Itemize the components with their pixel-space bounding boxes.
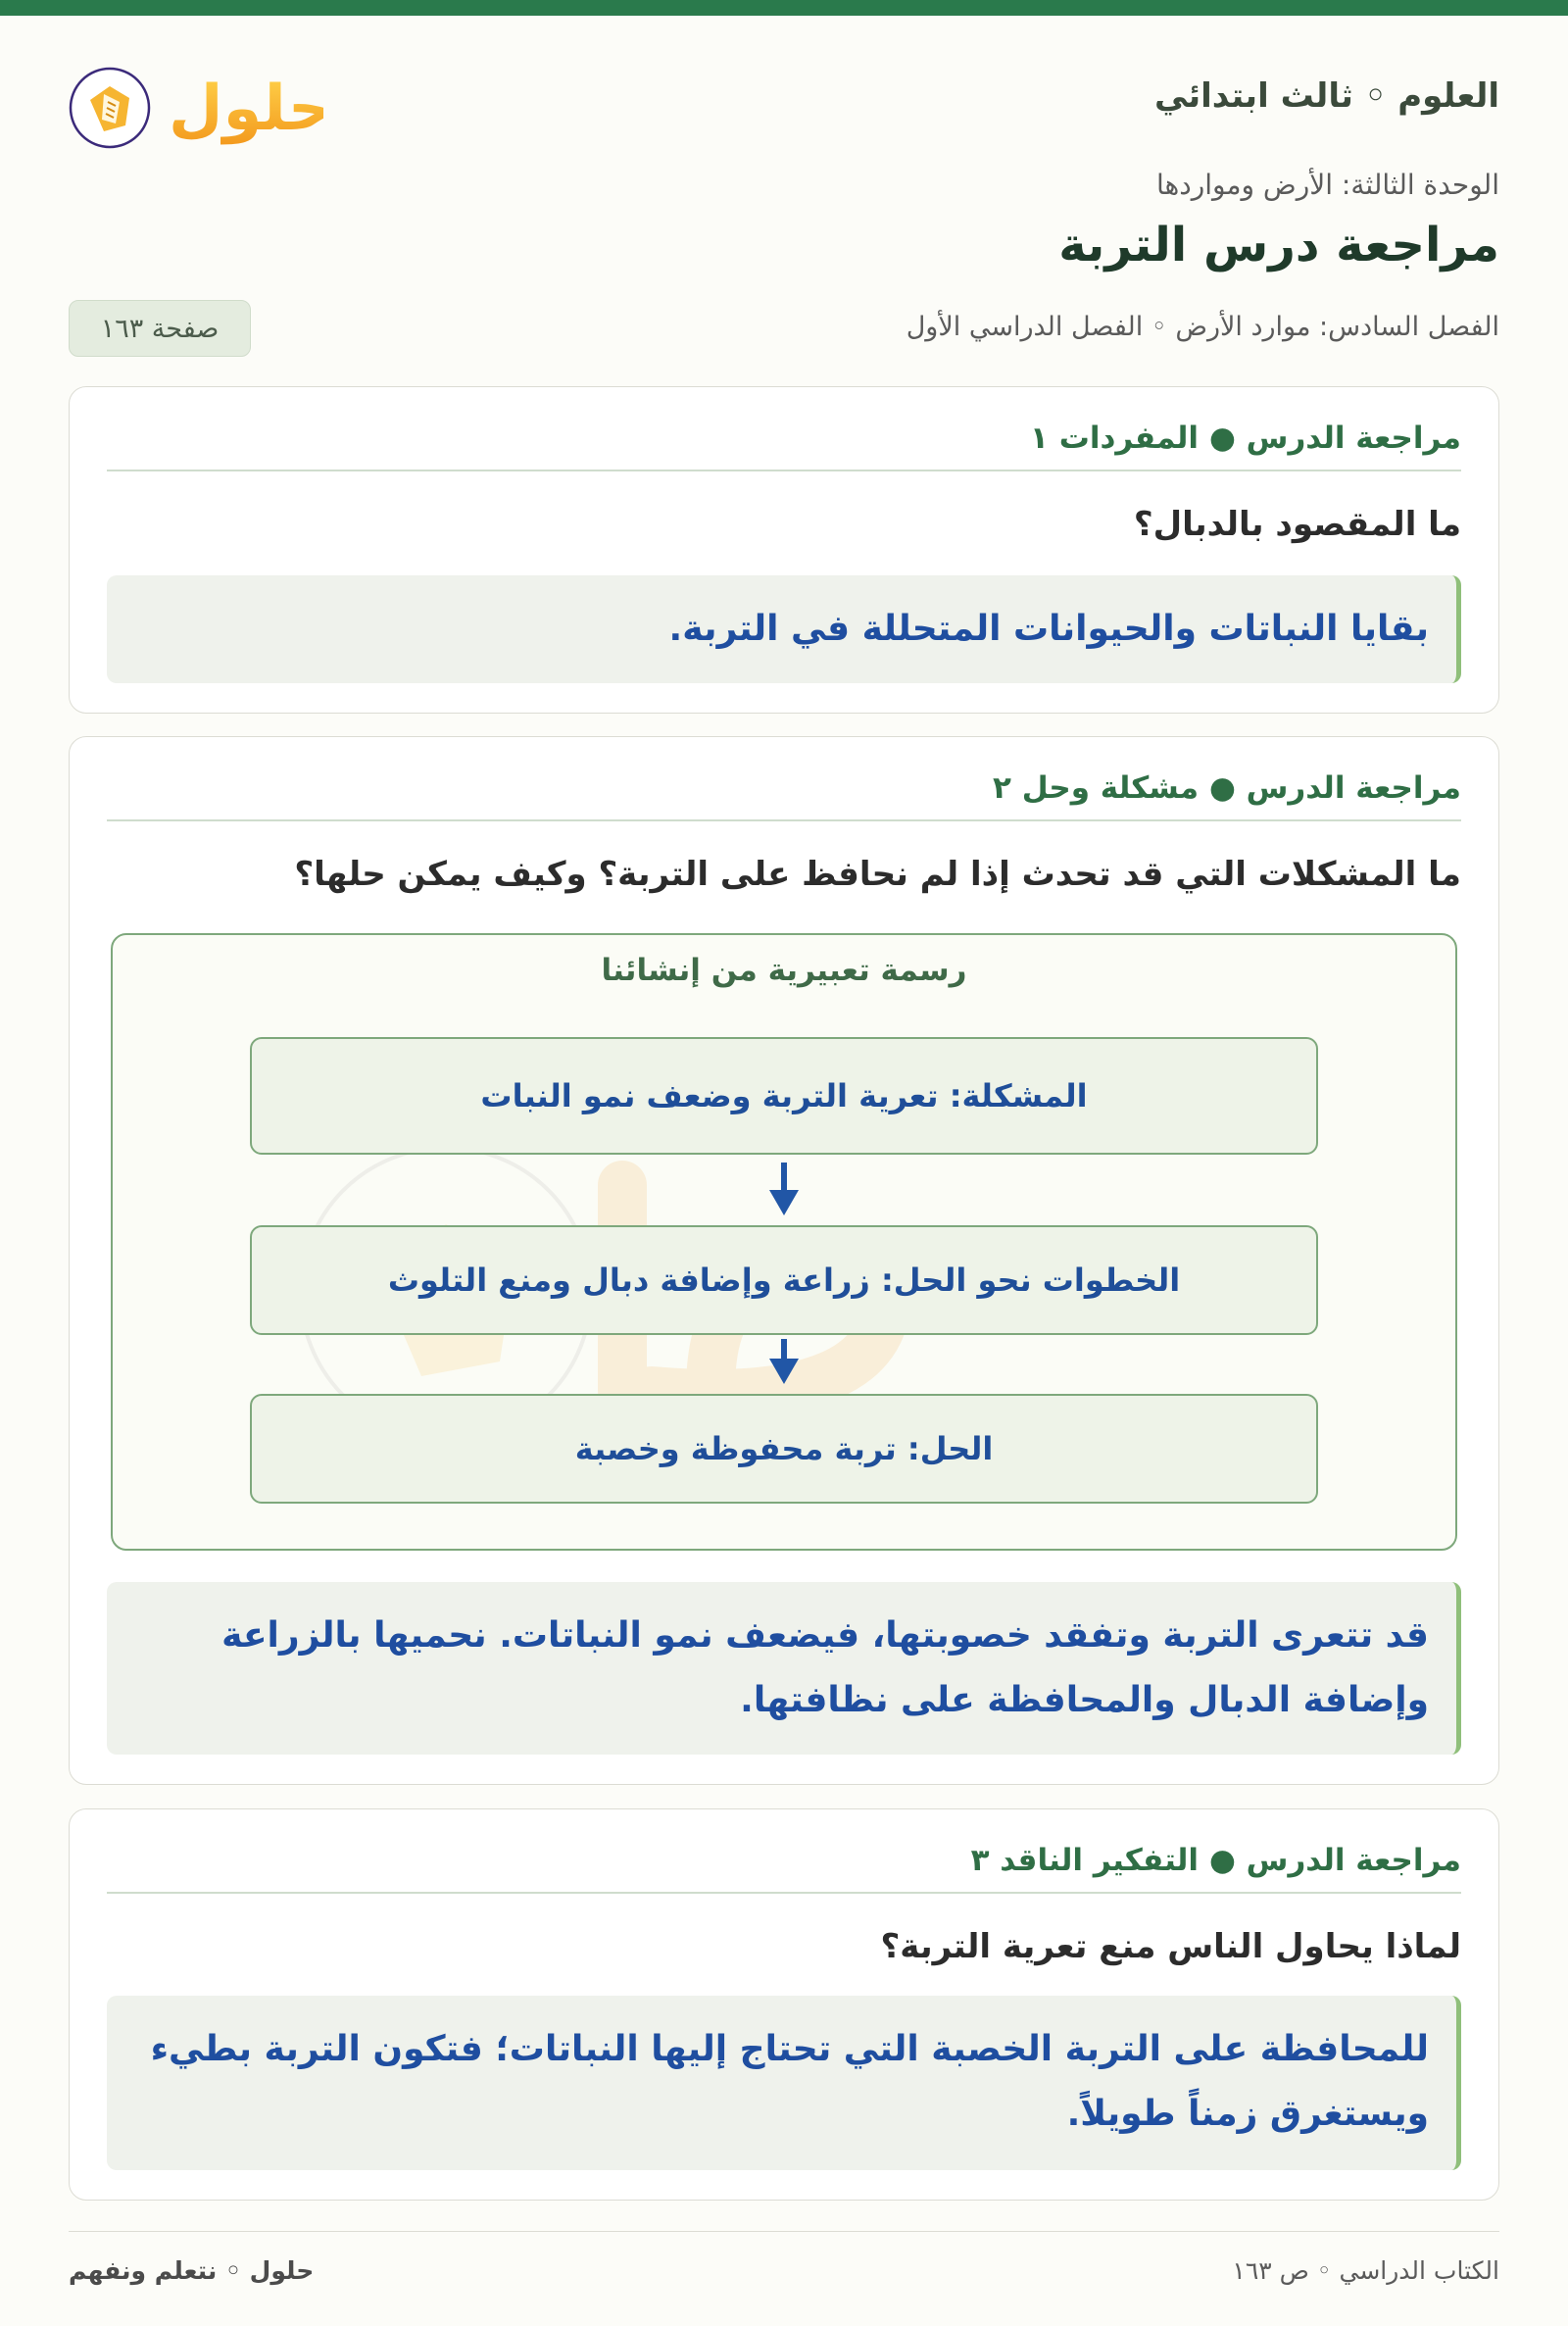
arrow-down-icon (766, 1339, 802, 1386)
card-heading: مراجعة الدرس ● التفكير الناقد ٣ (107, 1843, 1461, 1894)
card-heading: مراجعة الدرس ● مشكلة وحل ٢ (107, 770, 1461, 821)
problem-solution-diagram (111, 933, 1457, 1551)
page-number-badge: صفحة ١٦٣ (69, 300, 251, 357)
top-accent-bar (0, 0, 1568, 16)
answer-text: قد تتعرى التربة وتفقد خصوبتها، فيضعف نمو النباتات. نحميها بالزراعة وإضافة الدبال والمحافظة على نظافتها. (221, 1615, 1429, 1720)
diagram-box-steps: الخطوات نحو الحل: زراعة وإضافة دبال ومنع التلوث (250, 1225, 1318, 1335)
page-header (69, 49, 1499, 157)
answer-box (107, 1996, 1461, 2170)
review-card-problem-solution (69, 736, 1499, 1785)
page-title: مراجعة درس التربة (1058, 218, 1499, 272)
review-card-critical-thinking (69, 1808, 1499, 2201)
arrow-down-icon (766, 1163, 802, 1217)
subject-title: العلوم ◦ ثالث ابتدائي (1153, 76, 1499, 116)
card-heading: مراجعة الدرس ● المفردات ١ (107, 421, 1461, 471)
footer-brand[interactable]: حلول ◦ نتعلم ونفهم (69, 2256, 315, 2285)
logo-text: حلول (169, 73, 323, 145)
logo-icon (69, 61, 323, 155)
diagram-box-problem: المشكلة: تعرية التربة وضعف نمو النبات (250, 1037, 1318, 1155)
answer-text: بقايا النباتات والحيوانات المتحللة في التربة. (668, 609, 1429, 649)
question-text: ما المشكلات التي قد تحدث إذا لم نحافظ على التربة؟ وكيف يمكن حلها؟ (294, 855, 1461, 894)
diagram-caption: رسمة تعبيرية من إنشائنا (601, 953, 967, 988)
footer-page-reference: الكتاب الدراسي ◦ ص ١٦٣ (1232, 2256, 1499, 2285)
review-card-vocabulary (69, 386, 1499, 714)
unit-label: الوحدة الثالثة: الأرض ومواردها (1155, 169, 1499, 201)
question-text: ما المقصود بالدبال؟ (1133, 505, 1461, 544)
answer-box (107, 1582, 1461, 1755)
answer-text: للمحافظة على التربة الخصبة التي تحتاج إليها النباتات؛ فتكون التربة بطيء ويستغرق زمناً طويلاً. (150, 2029, 1429, 2134)
hulul-logo[interactable] (69, 61, 323, 155)
answer-box (107, 575, 1461, 683)
chapter-label: الفصل السادس: موارد الأرض ◦ الفصل الدراسي الأول (906, 312, 1499, 342)
diagram-box-solution: الحل: تربة محفوظة وخصبة (250, 1394, 1318, 1504)
question-text: لماذا يحاول الناس منع تعرية التربة؟ (880, 1927, 1461, 1966)
footer-divider (69, 2231, 1499, 2232)
